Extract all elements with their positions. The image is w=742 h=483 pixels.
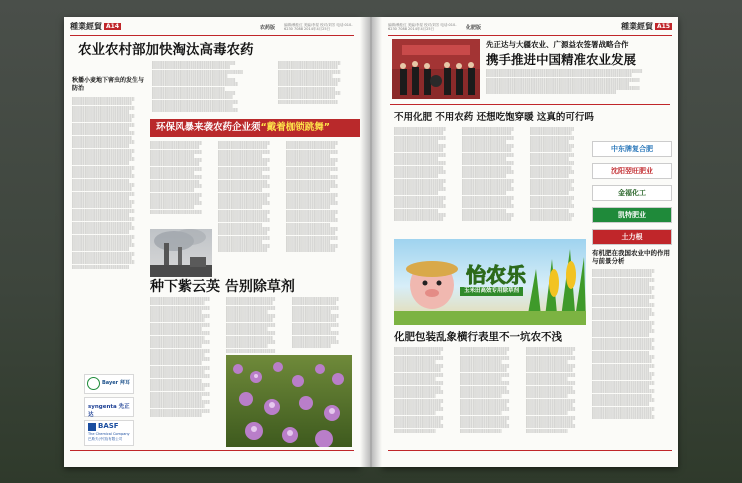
left-page [64,17,360,467]
right-headline-bottom: 化肥包装乱象横行表里不一坑农不浅 [394,331,562,343]
right-meta: 编辑/赖桂红 美编/李星 校对/刘芳 电话:010-6230 7088 2014年4月25日 [388,23,457,31]
syngenta-logo [84,397,134,417]
basf-cn-name: 巴斯夫(中国)有限公司 [88,437,123,441]
basf-logo [84,420,134,446]
left-bottom-col2: ░░░░░░░░░░░░░░░░░░░ ░░░░░░░░░░░░░░░░░░ ░░░░░░░░░░░░░░░░░░░ ░░░░░░░░░░░░░░░░ ░░░░░░░░░░░░░░░░░░░ ░░░░░░░░░░░░░░░░░░ ░░░░░░░░░░░░░░░░░░░ ░░░░░░░░░░░░░░░░ ░░░░░░░░░░░░░░░░░░░ ░░░░░░░░░░░░░░░░░░ ░░░░░░░░░░░░░░░░░░░ ░░░░░░░░░░░░░░░░ ░░░░░░░░░░░░░░░░░░░ [226,297,276,353]
right-headline-top-line1: 先正达与大疆农业、广源益农签署战略合作 [486,40,629,49]
left-page-number: A14 [106,23,119,30]
left-subhead: 秋播小麦地下害虫的发生与防治 [72,77,145,92]
factory-smoke-photo [150,229,212,277]
left-article-text-1: ░░░░░░░░░░░░░░░░░░░░░░░░░░░░░░░░ ░░░░░░░░░░░░░░░░░░░░░░░░░░░░░░ ░░░░░░░░░░░░░░░░░░░░░░░░░░░░░░░░░░░ ░░░░░░░░░░░░░░░░░░░░░░░░░░░░░ ░░░░░░░░░░░░░░░░░░░░░░░░░░░░░░░░ ░░░░░░░░░░░░░░░░░░░░░░░░░░░░░░░░░ ░░░░░░░░░░░░░░░░░░░░░░░░░░░░ ░░░░░░░░░░░░░░░░░░░░░░░░░░░░░░░░ ░░░░░░░░░░░░░░░░░░░░░░░░░░░░░░░ ░░░░░░░░░░░░░░░░░░░░░░░░░░░░░░░░░ ░░░░░░░░░░░░░░░░░░░░░░░░░░░░░░░ ░░░░░░░░░░░░░░░░░░░░░░░░░░░░░░░░░ [152,61,244,113]
basf-tagline: The Chemical Company [88,432,130,436]
right-mid-col1: ░░░░░░░░░░░░░░░░░░░░ ░░░░░░░░░░░░░░░░░░░ ░░░░░░░░░░░░░░░░░░░░ ░░░░░░░░░░░░░░░░░ ░░░░░░░░░░░░░░░░░░░░ ░░░░░░░░░░░░░░░░░░░ ░░░░░░░░░░░░░░░░░░░░ ░░░░░░░░░░░░░░░░░ ░░░░░░░░░░░░░░░░░░░░ ░░░░░░░░░░░░░░░░░░░ ░░░░░░░░░░░░░░░░░░░░ ░░░░░░░░░░░░░░░░░ ░░░░░░░░░░░░░░░░░░░░ ░░░░░░░░░░░░░░░░░░░ ░░░░░░░░░░░░░░░░░░░░ ░░░░░░░░░░░░░░░░░ ░░░░░░░░░░░░░░░░░░░░ ░░░░░░░░░░░░░░░░░░░ ░░░░░░░░░░░░░░░░░░░░ ░░░░░░░░░░░░░░░░░ ░░░░░░░░░░░░░░░░░░░░ ░░░░░░░░░░░░░░░░░░░ [394,127,447,222]
right-bottom-col2: ░░░░░░░░░░░░░░░░░░░ ░░░░░░░░░░░░░░░░░░ ░░░░░░░░░░░░░░░░░░░ ░░░░░░░░░░░░░░░░ ░░░░░░░░░░░░░░░░░░░ ░░░░░░░░░░░░░░░░░░ ░░░░░░░░░░░░░░░░░░░ ░░░░░░░░░░░░░░░░ ░░░░░░░░░░░░░░░░░░░ ░░░░░░░░░░░░░░░░░░ ░░░░░░░░░░░░░░░░░░░ ░░░░░░░░░░░░░░░░ ░░░░░░░░░░░░░░░░░░░ ░░░░░░░░░░░░░░░░░░ ░░░░░░░░░░░░░░░░░░░ ░░░░░░░░░░░░░░░░ ░░░░░░░░░░░░░░░░░░░ ░░░░░░░░░░░░░░░░░░ ░░░░░░░░░░░░░░░░░░░ ░░░░░░░░░░░░░░░░ [460,347,510,433]
herbicide-ad [394,239,586,325]
side-ad-3: 金福化工 [592,185,672,201]
right-mid-col3: ░░░░░░░░░░░░░░░░░ ░░░░░░░░░░░░░░░░ ░░░░░░░░░░░░░░░░░ ░░░░░░░░░░░░░░░ ░░░░░░░░░░░░░░░░░ ░░░░░░░░░░░░░░░░ ░░░░░░░░░░░░░░░░░ ░░░░░░░░░░░░░░░ ░░░░░░░░░░░░░░░░░ ░░░░░░░░░░░░░░░░ ░░░░░░░░░░░░░░░░░ ░░░░░░░░░░░░░░░ ░░░░░░░░░░░░░░░░░ ░░░░░░░░░░░░░░░░ ░░░░░░░░░░░░░░░░░ ░░░░░░░░░░░░░░░ ░░░░░░░░░░░░░░░░░ ░░░░░░░░░░░░░░░░ ░░░░░░░░░░░░░░░░░ ░░░░░░░░░░░░░░░ ░░░░░░░░░░░░░░░░░ ░░░░░░░░░░░░░░░░ [530,127,575,222]
left-meta: 编辑/赖桂红 美编/李星 校对/刘芳 电话:010-6230 7088 2014年4月25日 [284,23,353,31]
left-footer-rule [70,450,354,461]
left-headline: 农业农村部加快淘汰高毒农药 [78,42,254,58]
magazine-spine [360,17,382,467]
basf-label: BASF [98,422,119,430]
right-section-label: 化肥版 [466,25,482,31]
bayer-cross-icon [87,377,100,390]
side-ad-5: 土力根 [592,229,672,245]
ad-title: 怡农乐 [466,263,526,287]
right-page [382,17,678,467]
right-side-article-text: ░░░░░░░░░░░░░░░░░░░░░░░░ ░░░░░░░░░░░░░░░░░░░░░░░ ░░░░░░░░░░░░░░░░░░░░░░░░ ░░░░░░░░░░░░░░░░░░░░░░ ░░░░░░░░░░░░░░░░░░░░░░░░ ░░░░░░░░░░░░░░░░░░░░░░░ ░░░░░░░░░░░░░░░░░░░░░░░░ ░░░░░░░░░░░░░░░░░░░░░░ ░░░░░░░░░░░░░░░░░░░░░░░░ ░░░░░░░░░░░░░░░░░░░░░░░ ░░░░░░░░░░░░░░░░░░░░░░░░ ░░░░░░░░░░░░░░░░░░░░░░ ░░░░░░░░░░░░░░░░░░░░░░░░ ░░░░░░░░░░░░░░░░░░░░░░░ ░░░░░░░░░░░░░░░░░░░░░░░░ ░░░░░░░░░░░░░░░░░░░░░░ ░░░░░░░░░░░░░░░░░░░░░░░░ ░░░░░░░░░░░░░░░░░░░░░░░ ░░░░░░░░░░░░░░░░░░░░░░░░ ░░░░░░░░░░░░░░░░░░░░░░ ░░░░░░░░░░░░░░░░░░░░░░░░ ░░░░░░░░░░░░░░░░░░░░░░░ ░░░░░░░░░░░░░░░░░░░░░░░░ ░░░░░░░░░░░░░░░░░░░░░░ ░░░░░░░░░░░░░░░░░░░░░░░░ ░░░░░░░░░░░░░░░░░░░░░░░ ░░░░░░░░░░░░░░░░░░░░░░░░ ░░░░░░░░░░░░░░░░░░░░░░ ░░░░░░░░░░░░░░░░░░░░░░░░ ░░░░░░░░░░░░░░░░░░░░░░░ ░░░░░░░░░░░░░░░░░░░░░░░░ ░░░░░░░░░░░░░░░░░░░░░░ ░░░░░░░░░░░░░░░░░░░░░░░░ ░░░░░░░░░░░░░░░░░░░░░░░ ░░░░░░░░░░░░░░░░░░░░░░░░ [592,269,655,420]
left-bottom-col1: ░░░░░░░░░░░░░░░░░░░░░░░ ░░░░░░░░░░░░░░░░░░░░░ ░░░░░░░░░░░░░░░░░░░░░░░ ░░░░░░░░░░░░░░░░░░░░ ░░░░░░░░░░░░░░░░░░░░░░░ ░░░░░░░░░░░░░░░░░░░░░ ░░░░░░░░░░░░░░░░░░░░░░░ ░░░░░░░░░░░░░░░░░░░░ ░░░░░░░░░░░░░░░░░░░░░░░ ░░░░░░░░░░░░░░░░░░░░░ ░░░░░░░░░░░░░░░░░░░░░░░ ░░░░░░░░░░░░░░░░░░░░ ░░░░░░░░░░░░░░░░░░░░░░░ ░░░░░░░░░░░░░░░░░░░░░ ░░░░░░░░░░░░░░░░░░░░░░░ ░░░░░░░░░░░░░░░░░░░░ ░░░░░░░░░░░░░░░░░░░░░░░ ░░░░░░░░░░░░░░░░░░░░░ ░░░░░░░░░░░░░░░░░░░░░░░ ░░░░░░░░░░░░░░░░░░░░ ░░░░░░░░░░░░░░░░░░░░░░░ ░░░░░░░░░░░░░░░░░░░░░ ░░░░░░░░░░░░░░░░░░░░░░░ ░░░░░░░░░░░░░░░░░░░░ ░░░░░░░░░░░░░░░░░░░░░░░ ░░░░░░░░░░░░░░░░░░░░░ ░░░░░░░░░░░░░░░░░░░░░░░ ░░░░░░░░░░░░░░░░░░░░ [150,297,210,418]
right-page-number: A15 [657,23,670,30]
right-brand: 種業經貿 A15 [621,21,670,31]
right-headline-top-line2: 携手推进中国精准农业发展 [486,52,637,67]
left-section-label: 农药版 [260,25,276,31]
right-page-header [388,21,672,36]
milk-vetch-flower-photo [226,355,352,447]
left-column-text: ░░░░░░░░░░░░░░░░░░░░░░░░ ░░░░░░░░░░░░░░░░░░░░░░░ ░░░░░░░░░░░░░░░░░░░░░░░░ ░░░░░░░░░░░░░░░░░░░░░░ ░░░░░░░░░░░░░░░░░░░░░░░░ ░░░░░░░░░░░░░░░░░░░░░░░ ░░░░░░░░░░░░░░░░░░░░░░░░ ░░░░░░░░░░░░░░░░░░░░░░ ░░░░░░░░░░░░░░░░░░░░░░░░ ░░░░░░░░░░░░░░░░░░░░░░░ ░░░░░░░░░░░░░░░░░░░░░░░░ ░░░░░░░░░░░░░░░░░░░░░░ ░░░░░░░░░░░░░░░░░░░░░░░░ ░░░░░░░░░░░░░░░░░░░░░░░ ░░░░░░░░░░░░░░░░░░░░░░░░ ░░░░░░░░░░░░░░░░░░░░░░ ░░░░░░░░░░░░░░░░░░░░░░░░ ░░░░░░░░░░░░░░░░░░░░░░░ ░░░░░░░░░░░░░░░░░░░░░░░░ ░░░░░░░░░░░░░░░░░░░░░░ ░░░░░░░░░░░░░░░░░░░░░░░░ ░░░░░░░░░░░░░░░░░░░░░░░ ░░░░░░░░░░░░░░░░░░░░░░░░ ░░░░░░░░░░░░░░░░░░░░░░ ░░░░░░░░░░░░░░░░░░░░░░░░ ░░░░░░░░░░░░░░░░░░░░░░░ ░░░░░░░░░░░░░░░░░░░░░░░░ ░░░░░░░░░░░░░░░░░░░░░░ ░░░░░░░░░░░░░░░░░░░░░░░░ ░░░░░░░░░░░░░░░░░░░░░░░ ░░░░░░░░░░░░░░░░░░░░░░░░ ░░░░░░░░░░░░░░░░░░░░░░ ░░░░░░░░░░░░░░░░░░░░░░░░ ░░░░░░░░░░░░░░░░░░░░░░░ ░░░░░░░░░░░░░░░░░░░░░░░░ ░░░░░░░░░░░░░░░░░░░░░░ ░░░░░░░░░░░░░░░░░░░░░░░░ ░░░░░░░░░░░░░░░░░░░░░░░ ░░░░░░░░░░░░░░░░░░░░░░░░ ░░░░░░░░░░░░░░░░░░░░░░ [72,97,135,269]
right-footer-rule [388,450,672,461]
right-bottom-col1: ░░░░░░░░░░░░░░░░░░░ ░░░░░░░░░░░░░░░░░░ ░░░░░░░░░░░░░░░░░░░ ░░░░░░░░░░░░░░░░ ░░░░░░░░░░░░░░░░░░░ ░░░░░░░░░░░░░░░░░░ ░░░░░░░░░░░░░░░░░░░ ░░░░░░░░░░░░░░░░ ░░░░░░░░░░░░░░░░░░░ ░░░░░░░░░░░░░░░░░░ ░░░░░░░░░░░░░░░░░░░ ░░░░░░░░░░░░░░░░ ░░░░░░░░░░░░░░░░░░░ ░░░░░░░░░░░░░░░░░░ ░░░░░░░░░░░░░░░░░░░ ░░░░░░░░░░░░░░░░ ░░░░░░░░░░░░░░░░░░░ ░░░░░░░░░░░░░░░░░░ ░░░░░░░░░░░░░░░░░░░ ░░░░░░░░░░░░░░░░ [394,347,444,433]
right-divider-1 [390,104,670,105]
left-article-text-2: ░░░░░░░░░░░░░░░░░░░░░░░░ ░░░░░░░░░░░░░░░░░░░░░░░ ░░░░░░░░░░░░░░░░░░░░░░░░ ░░░░░░░░░░░░░░░░░░░░░ ░░░░░░░░░░░░░░░░░░░░░░░░ ░░░░░░░░░░░░░░░░░░░░░░░ ░░░░░░░░░░░░░░░░░░░░░░ ░░░░░░░░░░░░░░░░░░░░░░░░ ░░░░░░░░░░░░░░░░░░░░░░ ░░░░░░░░░░░░░░░░░░░░░░░ [278,61,341,104]
bayer-label: Bayer 拜耳 [102,380,130,386]
right-headline-mid: 不用化肥 不用农药 还想吃饱穿暖 这真的可行吗 [394,112,594,123]
syngenta-label: syngenta 先正达 [88,404,130,418]
signing-ceremony-photo [392,39,480,99]
right-side-headline: 有机肥在我国农业中的作用与前景分析 [592,249,670,265]
side-ad-4: 凯特肥业 [592,207,672,223]
right-mid-col2: ░░░░░░░░░░░░░░░░░░░░ ░░░░░░░░░░░░░░░░░░░ ░░░░░░░░░░░░░░░░░░░░ ░░░░░░░░░░░░░░░░░ ░░░░░░░░░░░░░░░░░░░░ ░░░░░░░░░░░░░░░░░░░ ░░░░░░░░░░░░░░░░░░░░ ░░░░░░░░░░░░░░░░░ ░░░░░░░░░░░░░░░░░░░░ ░░░░░░░░░░░░░░░░░░░ ░░░░░░░░░░░░░░░░░░░░ ░░░░░░░░░░░░░░░░░ ░░░░░░░░░░░░░░░░░░░░ ░░░░░░░░░░░░░░░░░░░ ░░░░░░░░░░░░░░░░░░░░ ░░░░░░░░░░░░░░░░░ ░░░░░░░░░░░░░░░░░░░░ ░░░░░░░░░░░░░░░░░░░ ░░░░░░░░░░░░░░░░░░░░ ░░░░░░░░░░░░░░░░░ ░░░░░░░░░░░░░░░░░░░░ ░░░░░░░░░░░░░░░░░░░ [462,127,515,222]
left-red-banner [150,119,360,137]
side-ad-1: 中东牌复合肥 [592,141,672,157]
side-ad-2: 沈阳翌旺肥业 [592,163,672,179]
left-bottom-col3: ░░░░░░░░░░░░░░░░░░ ░░░░░░░░░░░░░░░░░ ░░░░░░░░░░░░░░░░░░ ░░░░░░░░░░░░░░░ ░░░░░░░░░░░░░░░░░░ ░░░░░░░░░░░░░░░░░ ░░░░░░░░░░░░░░░░░░ ░░░░░░░░░░░░░░░ ░░░░░░░░░░░░░░░░░░ ░░░░░░░░░░░░░░░░░ ░░░░░░░░░░░░░░░░░░ ░░░░░░░░░░░░░░░ [292,297,339,349]
ad-subtitle: 玉米田高效专用除草剂 [460,287,523,296]
banner-prefix: 环保风暴来袭农药企业须 [156,122,261,133]
basf-square-icon [88,423,96,431]
right-top-article-text: ░░░░░░░░░░░░░░░░░░░░░░░░░░░░░░░░░░░░░░░░░░░░░░░░░░░░░░░░░░░░ ░░░░░░░░░░░░░░░░░░░░░░░░░░░░░░░░░░░░░░░░░░░░░░░░░░░░░░░░ ░░░░░░░░░░░░░░░░░░░░░░░░░░░░░░░░░░░░░░░░░░░░░░░░░░░░░░░░░░░ ░░░░░░░░░░░░░░░░░░░░░░░░░░░░░░░░░░░░░░░░░░░░░░░░░░░░░░░ ░░░░░░░░░░░░░░░░░░░░░░░░░░░░░░░░░░░░░░░░░░░░░░░░░░░░░░░░░░░ ░░░░░░░░░░░░░░░░░░░░░░░░░░░░░░░░░░░░░░░░░░░░░░░░░░ [486,69,643,95]
left-page-header [70,21,354,36]
banner-highlight: “戴着枷锁跳舞” [260,122,331,133]
left-banner-article-col2: ░░░░░░░░░░░░░░░░░░░░ ░░░░░░░░░░░░░░░░░░░ ░░░░░░░░░░░░░░░░░░░░ ░░░░░░░░░░░░░░░░░ ░░░░░░░░░░░░░░░░░░░░ ░░░░░░░░░░░░░░░░░░░ ░░░░░░░░░░░░░░░░░░░░ ░░░░░░░░░░░░░░░░░ ░░░░░░░░░░░░░░░░░░░░ ░░░░░░░░░░░░░░░░░░░ ░░░░░░░░░░░░░░░░░░░░ ░░░░░░░░░░░░░░░░░ ░░░░░░░░░░░░░░░░░░░░ ░░░░░░░░░░░░░░░░░░░ ░░░░░░░░░░░░░░░░░░░░ ░░░░░░░░░░░░░░░░░ ░░░░░░░░░░░░░░░░░░░░ ░░░░░░░░░░░░░░░░░░░ ░░░░░░░░░░░░░░░░░░░░ ░░░░░░░░░░░░░░░░░ ░░░░░░░░░░░░░░░░░░░░ ░░░░░░░░░░░░░░░░░░░ ░░░░░░░░░░░░░░░░░░░░ ░░░░░░░░░░░░░░░░░ ░░░░░░░░░░░░░░░░░░░░ ░░░░░░░░░░░░░░░░░░░ [218,141,271,253]
left-banner-article-col1: ░░░░░░░░░░░░░░░░░░░░ ░░░░░░░░░░░░░░░░░░░ ░░░░░░░░░░░░░░░░░░░░ ░░░░░░░░░░░░░░░░░ ░░░░░░░░░░░░░░░░░░░░ ░░░░░░░░░░░░░░░░░░░ ░░░░░░░░░░░░░░░░░░░░ ░░░░░░░░░░░░░░░░░ ░░░░░░░░░░░░░░░░░░░░ ░░░░░░░░░░░░░░░░░░░ ░░░░░░░░░░░░░░░░░░░░ ░░░░░░░░░░░░░░░░░ ░░░░░░░░░░░░░░░░░░░░ ░░░░░░░░░░░░░░░░░░░ ░░░░░░░░░░░░░░░░░░░░ ░░░░░░░░░░░░░░░░░ ░░░░░░░░░░░░░░░░░░░░ [150,141,203,214]
right-bottom-col3: ░░░░░░░░░░░░░░░░░░░ ░░░░░░░░░░░░░░░░░░ ░░░░░░░░░░░░░░░░░░░ ░░░░░░░░░░░░░░░░ ░░░░░░░░░░░░░░░░░░░ ░░░░░░░░░░░░░░░░░░ ░░░░░░░░░░░░░░░░░░░ ░░░░░░░░░░░░░░░░ ░░░░░░░░░░░░░░░░░░░ ░░░░░░░░░░░░░░░░░░ ░░░░░░░░░░░░░░░░░░░ ░░░░░░░░░░░░░░░░ ░░░░░░░░░░░░░░░░░░░ ░░░░░░░░░░░░░░░░░░ ░░░░░░░░░░░░░░░░░░░ ░░░░░░░░░░░░░░░░ ░░░░░░░░░░░░░░░░░░░ ░░░░░░░░░░░░░░░░░░ ░░░░░░░░░░░░░░░░░░░ ░░░░░░░░░░░░░░░░ [526,347,576,433]
left-brand: 種業經貿 A14 [70,21,119,31]
left-banner-article-col3: ░░░░░░░░░░░░░░░░░░░░ ░░░░░░░░░░░░░░░░░░░ ░░░░░░░░░░░░░░░░░░░░ ░░░░░░░░░░░░░░░░░ ░░░░░░░░░░░░░░░░░░░░ ░░░░░░░░░░░░░░░░░░░ ░░░░░░░░░░░░░░░░░░░░ ░░░░░░░░░░░░░░░░░ ░░░░░░░░░░░░░░░░░░░░ ░░░░░░░░░░░░░░░░░░░ ░░░░░░░░░░░░░░░░░░░░ ░░░░░░░░░░░░░░░░░ ░░░░░░░░░░░░░░░░░░░░ ░░░░░░░░░░░░░░░░░░░ ░░░░░░░░░░░░░░░░░░░░ ░░░░░░░░░░░░░░░░░ ░░░░░░░░░░░░░░░░░░░░ ░░░░░░░░░░░░░░░░░░░ ░░░░░░░░░░░░░░░░░░░░ ░░░░░░░░░░░░░░░░░ ░░░░░░░░░░░░░░░░░░░░ ░░░░░░░░░░░░░░░░░░░ ░░░░░░░░░░░░░░░░░░░░ ░░░░░░░░░░░░░░░░░ ░░░░░░░░░░░░░░░░░░░░ ░░░░░░░░░░░░░░░░░░░ [286,141,339,253]
left-headline-2: 种下紫云英 告别除草剂 [150,279,295,295]
bayer-logo [84,374,134,394]
